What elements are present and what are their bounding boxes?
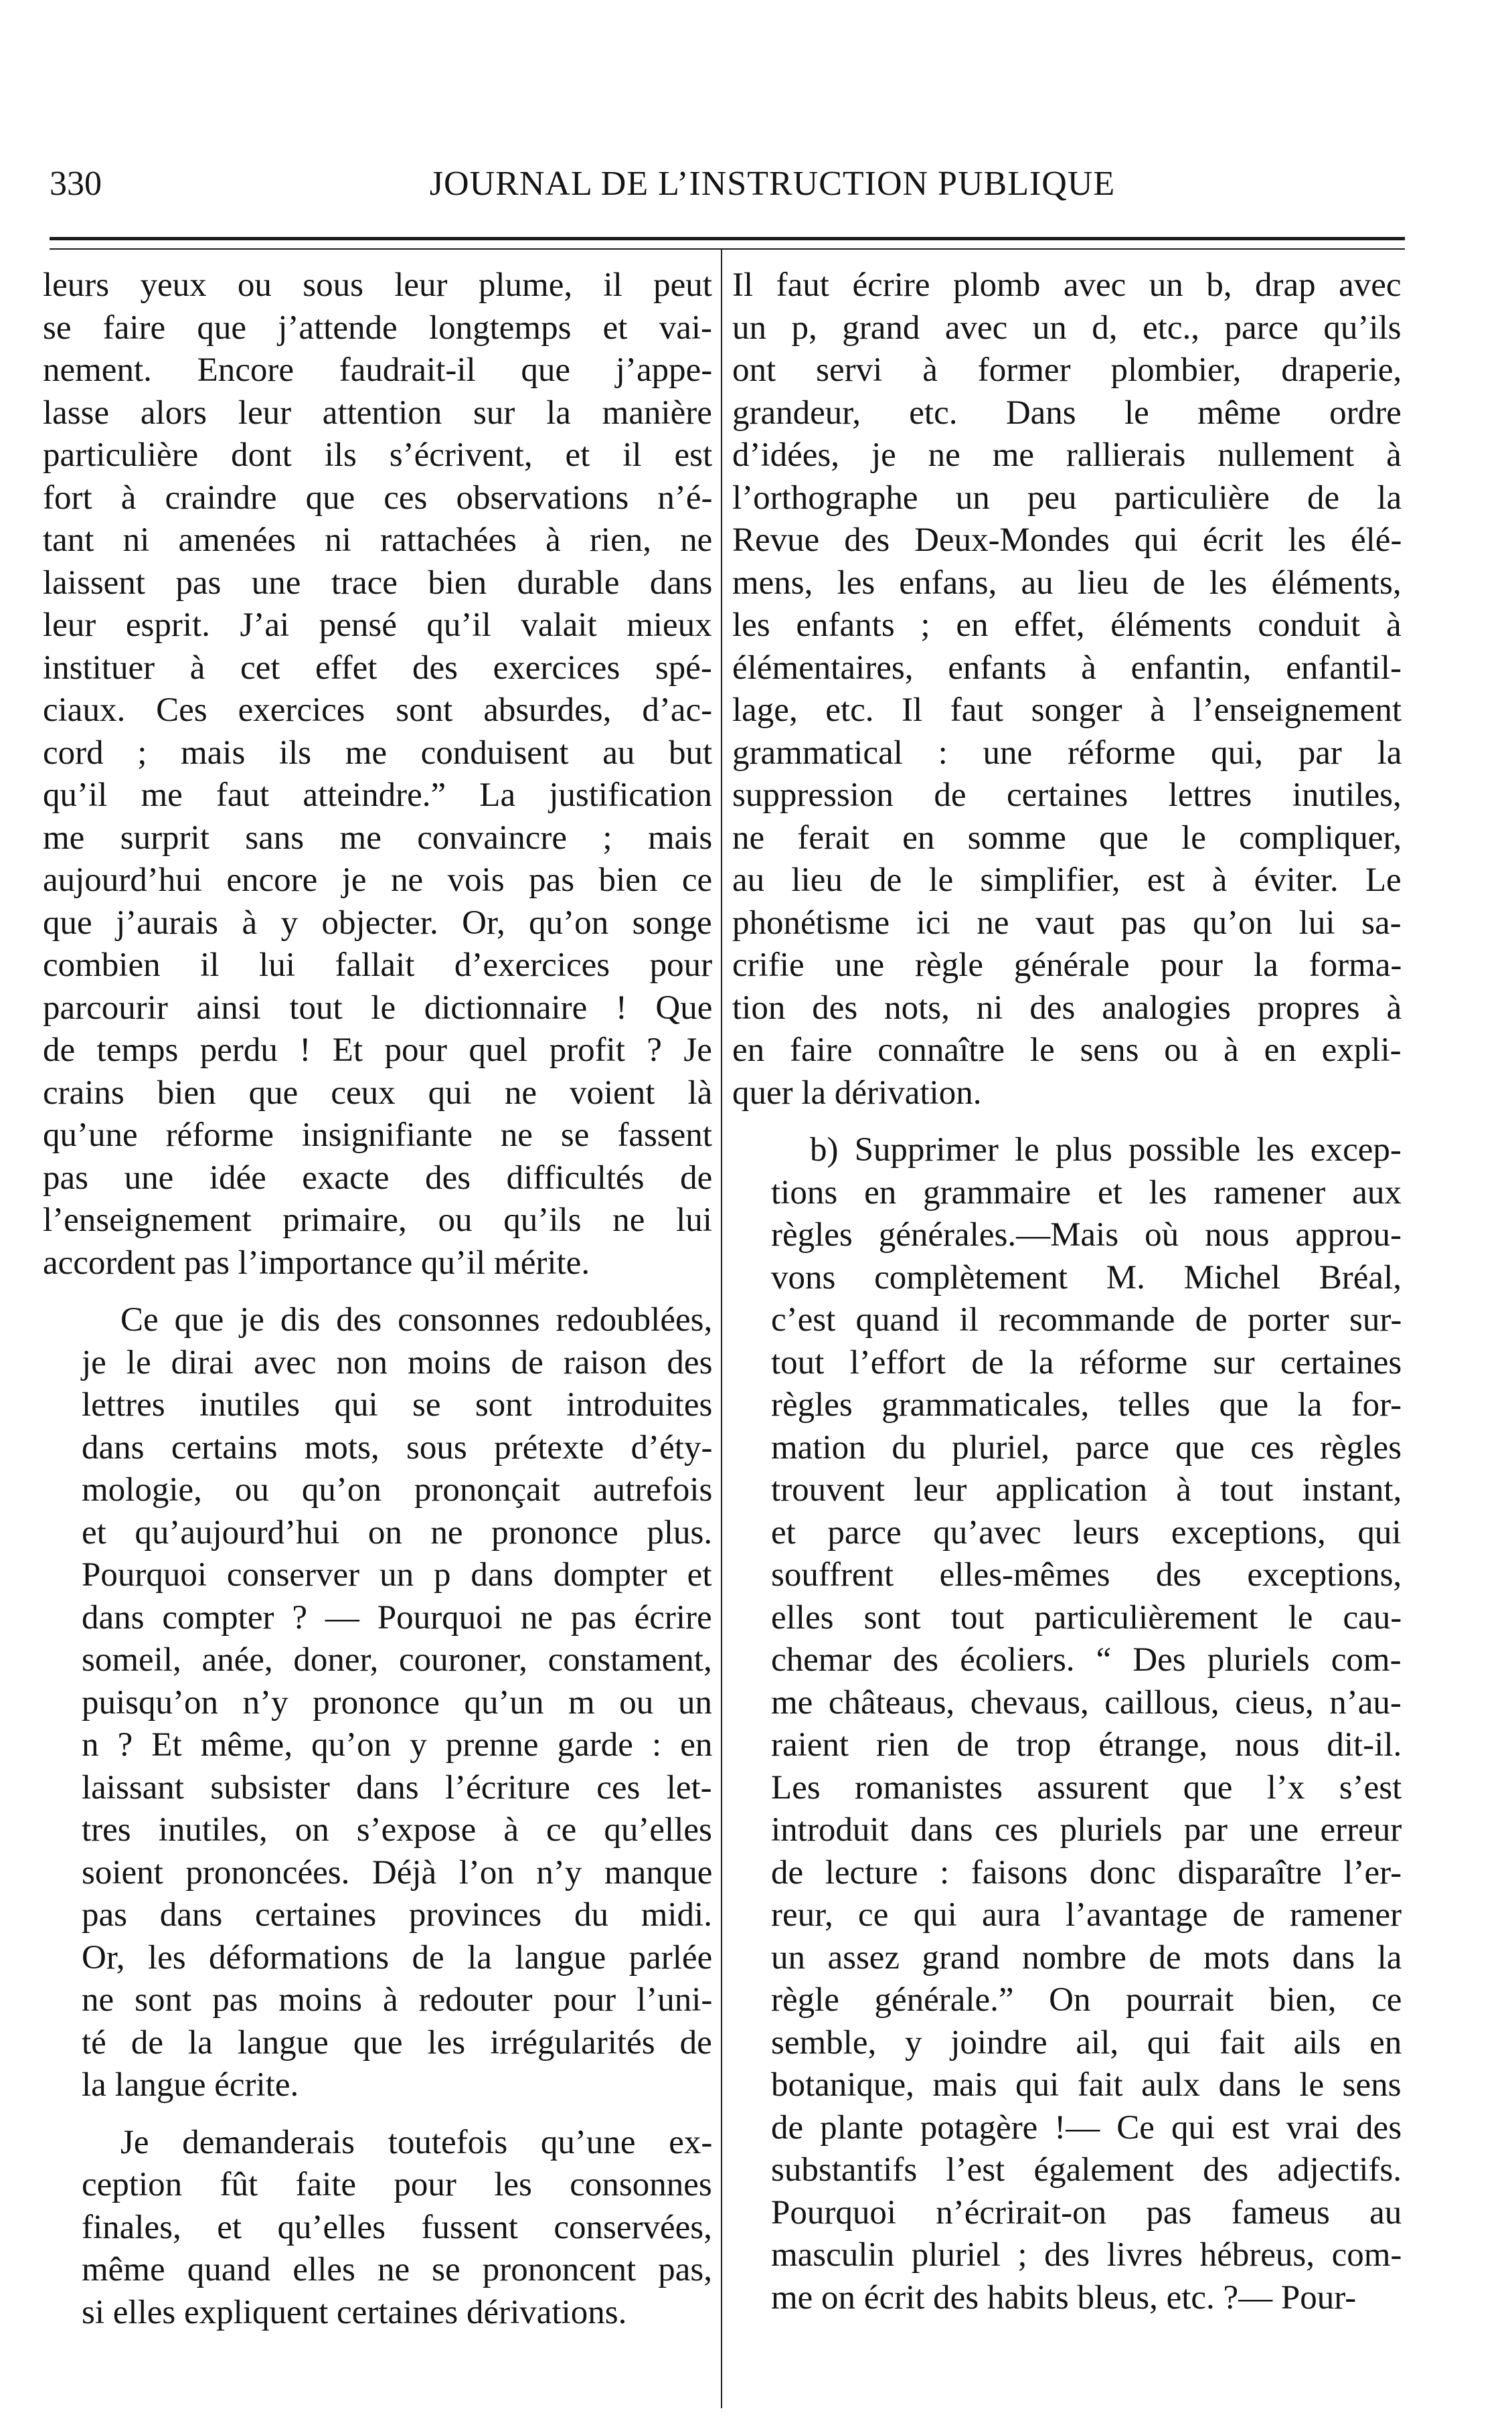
text-line: de plante potagère !— Ce qui est vrai des [771,2108,1402,2147]
text-line: ne sont pas moins à redouter pour l’uni- [82,1981,712,2019]
text-line: que j’aurais à y objecter. Or, qu’on songe [43,904,712,942]
text-line: dans compter ? — Pourquoi ne pas écrire [82,1598,712,1637]
column-divider [721,250,722,2408]
text-line: me surprit sans me convaincre ; mais [43,819,712,857]
text-line: lasse alors leur attention sur la manière [43,394,712,432]
text-line: et qu’aujourd’hui on ne prononce plus. [82,1513,712,1552]
text-line: grammatical : une réforme qui, par la [732,734,1402,772]
text-line: au lieu de le simplifier, est à éviter. Le [732,861,1402,899]
text-line: me on écrit des habits bleus, etc. ?— Pour- [771,2278,1357,2317]
right-column [732,264,1402,2319]
text-line: finales, et qu’elles fussent conservées, [82,2208,712,2246]
text-line: l’enseignement primaire, ou qu’ils ne lui [43,1201,712,1239]
text-line: Pourquoi n’écrirait-on pas fameus au [771,2193,1402,2232]
text-line: introduit dans ces pluriels par une erreur [771,1811,1402,1849]
text-line: élémentaires, enfants à enfantin, enfantil- [732,649,1402,687]
text-line: c’est quand il recommande de porter sur- [771,1301,1402,1339]
page-header [50,161,1405,207]
text-line: l’orthographe un peu particulière de la [732,479,1402,517]
text-line: si elles expliquent certaines dérivations. [82,2293,627,2331]
text-line: d’idées, je ne me rallierais nullement à [732,436,1402,474]
text-line: qu’il me faut atteindre.” La justification [43,776,712,814]
text-line: se faire que j’attende longtemps et vai- [43,309,712,347]
text-line: b) Supprimer le plus possible les excep- [810,1131,1402,1169]
left-column [43,264,712,2334]
text-line: dans certains mots, sous prétexte d’éty- [82,1428,712,1466]
text-line: someil, anée, doner, couroner, constament, [82,1641,712,1679]
text-line: Ce que je dis des consonnes redoublées, [120,1301,712,1339]
text-line: tres inutiles, on s’expose à ce qu’elles [82,1811,712,1849]
text-line: crifie une règle générale pour la forma- [732,946,1402,984]
text-line: règles grammaticales, telles que la for- [771,1386,1402,1424]
text-line: tion des nots, ni des analogies propres à [732,989,1402,1027]
text-line: raient rien de trop étrange, nous dit-il. [771,1726,1402,1764]
text-line: mens, les enfans, au lieu de les éléments, [732,564,1402,602]
text-line: tant ni amenées ni rattachées à rien, ne [43,521,712,559]
text-line: lage, etc. Il faut songer à l’enseignement [732,691,1402,729]
text-line: laissant subsister dans l’écriture ces let- [82,1768,712,1807]
text-line: souffrent elles-mêmes des exceptions, [771,1556,1402,1594]
text-line: en faire connaître le sens ou à en expli- [732,1031,1402,1069]
text-line: trouvent leur application à tout instant, [771,1471,1402,1509]
header-rule-thin [50,248,1405,250]
text-line: Or, les déformations de la langue parlée [82,1938,712,1977]
text-line: leur esprit. J’ai pensé qu’il valait mieux [43,606,712,644]
text-line: ont servi à former plombier, draperie, [732,351,1402,389]
text-line: crains bien que ceux qui ne voient là [43,1074,712,1112]
text-line: té de la langue que les irrégularités de [82,2023,712,2062]
text-line: nement. Encore faudrait-il que j’appe- [43,351,712,389]
text-line: de temps perdu ! Et pour quel profit ? Je [43,1031,712,1069]
text-line: un p, grand avec un d, etc., parce qu’ils [732,309,1402,347]
text-line: quer la dérivation. [732,1074,982,1112]
paragraph [732,1129,1402,2319]
text-line: aujourd’hui encore je ne vois pas bien ce [43,861,712,899]
text-line: ne ferait en somme que le compliquer, [732,819,1402,857]
text-line: mologie, ou qu’on prononçait autrefois [82,1471,712,1509]
header-rule-thick [50,237,1405,240]
text-line: masculin pluriel ; des livres hébreus, com- [771,2236,1402,2274]
text-line: vons complètement M. Michel Bréal, [771,1258,1402,1296]
text-line: lettres inutiles qui se sont introduites [82,1386,712,1424]
text-line: pas dans certaines provinces du midi. [82,1896,712,1934]
running-title: JOURNAL DE L’INSTRUCTION PUBLIQUE [429,165,1116,203]
text-line: combien il lui fallait d’exercices pour [43,946,712,984]
text-line: mation du pluriel, parce que ces règles [771,1428,1402,1466]
text-line: Les romanistes assurent que l’x s’est [771,1768,1402,1807]
text-line: Je demanderais toutefois qu’une ex- [120,2123,712,2161]
text-line: tout l’effort de la réforme sur certaines [771,1343,1402,1381]
text-line: les enfants ; en effet, éléments conduit à [732,606,1402,644]
text-line: un assez grand nombre de mots dans la [771,1938,1402,1977]
text-line: substantifs l’est également des adjectifs. [771,2151,1402,2189]
text-line: de lecture : faisons donc disparaître l’er- [771,1853,1402,1892]
page-number: 330 [50,165,102,203]
text-line: même quand elles ne se prononcent pas, [82,2251,712,2288]
text-line: puisqu’on n’y prononce qu’un m ou un [82,1683,712,1722]
text-line: règle générale.” On pourrait bien, ce [771,1981,1402,2019]
text-line: Revue des Deux-Mondes qui écrit les élé- [732,521,1402,559]
text-line: tions en grammaire et les ramener aux [771,1173,1402,1211]
text-line: soient prononcées. Déjà l’on n’y manque [82,1853,712,1892]
text-line: ception fût faite pour les consonnes [82,2166,712,2203]
text-line: cord ; mais ils me conduisent au but [43,734,712,772]
text-line: je le dirai avec non moins de raison des [82,1343,712,1381]
paragraph [43,264,712,1284]
text-line: chemar des écoliers. “ Des pluriels com- [771,1641,1402,1679]
text-line: phonétisme ici ne vaut pas qu’on lui sa- [732,904,1402,942]
paragraph [732,264,1402,1114]
text-line: règles générales.—Mais où nous approu- [771,1216,1402,1254]
text-line: fort à craindre que ces observations n’é- [43,479,712,517]
text-line: elles sont tout particulièrement le cau- [771,1598,1402,1637]
text-line: n ? Et même, qu’on y prenne garde : en [82,1726,712,1764]
text-line: particulière dont ils s’écrivent, et il est [43,436,712,474]
paragraph [43,1299,712,2107]
text-line: ciaux. Ces exercices sont absurdes, d’ac- [43,691,712,729]
text-line: me châteaus, chevaus, caillous, cieus, n’au- [771,1683,1402,1722]
text-line: grandeur, etc. Dans le même ordre [732,394,1402,432]
text-line: la langue écrite. [82,2066,299,2104]
text-line: qu’une réforme insignifiante ne se fassent [43,1116,712,1154]
text-line: parcourir ainsi tout le dictionnaire ! Que [43,989,712,1027]
text-line: leurs yeux ou sous leur plume, il peut [43,266,712,304]
text-line: accordent pas l’importance qu’il mérite. [43,1244,590,1282]
text-line: et parce qu’avec leurs exceptions, qui [771,1513,1402,1552]
text-line: botanique, mais qui fait aulx dans le sens [771,2066,1402,2104]
text-line: suppression de certaines lettres inutiles, [732,776,1402,814]
text-line: reur, ce qui aura l’avantage de ramener [771,1896,1402,1934]
text-line: Pourquoi conserver un p dans dompter et [82,1556,712,1594]
text-line: instituer à cet effet des exercices spé- [43,649,712,687]
text-line: laissent pas une trace bien durable dans [43,564,712,602]
paragraph [43,2122,712,2335]
text-line: semble, y joindre ail, qui fait ails en [771,2023,1402,2062]
text-line: Il faut écrire plomb avec un b, drap avec [732,266,1402,304]
text-line: pas une idée exacte des difficultés de [43,1159,712,1197]
